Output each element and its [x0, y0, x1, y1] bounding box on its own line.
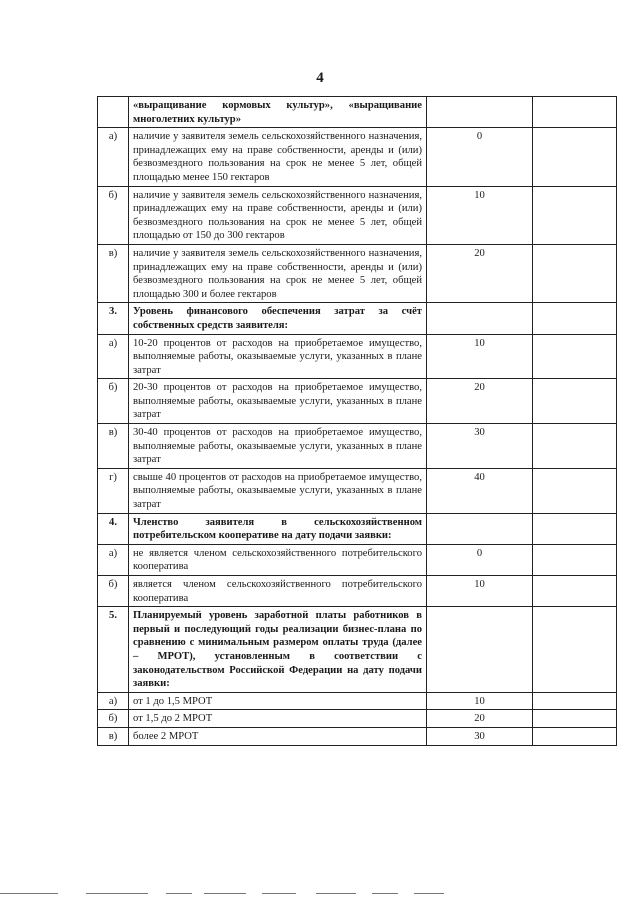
- empty-cell: [533, 576, 617, 607]
- row-number-cell: в): [98, 424, 129, 469]
- criteria-table-body: [98, 97, 617, 746]
- score-cell: [427, 97, 533, 128]
- row-number-cell: б): [98, 186, 129, 244]
- row-number-cell: б): [98, 379, 129, 424]
- row-number-cell: в): [98, 244, 129, 302]
- row-number-cell: б): [98, 576, 129, 607]
- table-row: [98, 710, 617, 728]
- score-cell: 10: [427, 576, 533, 607]
- score-cell: 0: [427, 128, 533, 186]
- row-number-cell: а): [98, 692, 129, 710]
- criterion-text-cell: наличие у заявителя земель сельскохозяйственного назначения, принадлежащих ему на праве собственности, аренды и (или) безвозмездного пользования на срок не менее 5 лет, общей площадью от 150 до 300 гектаров: [129, 186, 427, 244]
- score-cell: [427, 303, 533, 334]
- empty-cell: [533, 244, 617, 302]
- empty-cell: [533, 727, 617, 745]
- score-cell: 20: [427, 379, 533, 424]
- criterion-text-cell: «выращивание кормовых культур», «выращивание многолетних культур»: [129, 97, 427, 128]
- row-number-cell: б): [98, 710, 129, 728]
- table-row: [98, 576, 617, 607]
- row-number-cell: а): [98, 334, 129, 379]
- empty-cell: [533, 379, 617, 424]
- criterion-text-cell: свыше 40 процентов от расходов на приобретаемое имущество, выполняемые работы, оказываемые услуги, указанных в плане затрат: [129, 468, 427, 513]
- row-number-cell: 5.: [98, 607, 129, 693]
- score-cell: 40: [427, 468, 533, 513]
- empty-cell: [533, 692, 617, 710]
- empty-cell: [533, 544, 617, 575]
- empty-cell: [533, 513, 617, 544]
- table-row: [98, 513, 617, 544]
- criterion-text-cell: 20-30 процентов от расходов на приобретаемое имущество, выполняемые работы, оказываемые услуги, указанных в плане затрат: [129, 379, 427, 424]
- criterion-text-cell: Планируемый уровень заработной платы работников в первый и последующий годы реализации бизнес-плана по сравнению с минимальным размером оплаты труда (далее – МРОТ), установленным в соответствии с законодательством Российской Федерации на дату подачи заявки:: [129, 607, 427, 693]
- criteria-table: [97, 96, 617, 746]
- table-row: [98, 186, 617, 244]
- score-cell: 10: [427, 334, 533, 379]
- table-row: [98, 128, 617, 186]
- table-row: [98, 303, 617, 334]
- score-cell: 10: [427, 186, 533, 244]
- criterion-text-cell: наличие у заявителя земель сельскохозяйственного назначения, принадлежащих ему на праве собственности, аренды и (или) безвозмездного пользования на срок не менее 5 лет, общей площадью менее 150 гектаров: [129, 128, 427, 186]
- empty-cell: [533, 334, 617, 379]
- page-number: 4: [316, 70, 324, 86]
- empty-cell: [533, 303, 617, 334]
- empty-cell: [533, 710, 617, 728]
- criterion-text-cell: Уровень финансового обеспечения затрат за счёт собственных средств заявителя:: [129, 303, 427, 334]
- empty-cell: [533, 424, 617, 469]
- criterion-text-cell: Членство заявителя в сельскохозяйственном потребительском кооперативе на дату подачи заявки:: [129, 513, 427, 544]
- empty-cell: [533, 607, 617, 693]
- empty-cell: [533, 468, 617, 513]
- row-number-cell: 4.: [98, 513, 129, 544]
- score-cell: 20: [427, 710, 533, 728]
- table-row: [98, 607, 617, 693]
- score-cell: [427, 513, 533, 544]
- table-row: [98, 244, 617, 302]
- row-number-cell: 3.: [98, 303, 129, 334]
- empty-cell: [533, 128, 617, 186]
- row-number-cell: а): [98, 128, 129, 186]
- criterion-text-cell: от 1,5 до 2 МРОТ: [129, 710, 427, 728]
- empty-cell: [533, 97, 617, 128]
- score-cell: 30: [427, 424, 533, 469]
- table-row: [98, 692, 617, 710]
- criterion-text-cell: более 2 МРОТ: [129, 727, 427, 745]
- table-row: [98, 544, 617, 575]
- table-row: [98, 97, 617, 128]
- row-number-cell: г): [98, 468, 129, 513]
- table-row: [98, 727, 617, 745]
- table-row: [98, 424, 617, 469]
- score-cell: 20: [427, 244, 533, 302]
- criterion-text-cell: является членом сельскохозяйственного потребительского кооператива: [129, 576, 427, 607]
- row-number-cell: в): [98, 727, 129, 745]
- empty-cell: [533, 186, 617, 244]
- row-number-cell: а): [98, 544, 129, 575]
- criterion-text-cell: не является членом сельскохозяйственного потребительского кооператива: [129, 544, 427, 575]
- criterion-text-cell: 10-20 процентов от расходов на приобретаемое имущество, выполняемые работы, оказываемые услуги, указанных в плане затрат: [129, 334, 427, 379]
- score-cell: 0: [427, 544, 533, 575]
- footer-lines: [0, 893, 640, 895]
- table-row: [98, 468, 617, 513]
- row-number-cell: [98, 97, 129, 128]
- score-cell: 10: [427, 692, 533, 710]
- criterion-text-cell: наличие у заявителя земель сельскохозяйственного назначения, принадлежащих ему на праве собственности, аренды и (или) безвозмездного пользования на срок не менее 5 лет, общей площадью 300 и более гектаров: [129, 244, 427, 302]
- criterion-text-cell: от 1 до 1,5 МРОТ: [129, 692, 427, 710]
- table-row: [98, 379, 617, 424]
- score-cell: 30: [427, 727, 533, 745]
- score-cell: [427, 607, 533, 693]
- criterion-text-cell: 30-40 процентов от расходов на приобретаемое имущество, выполняемые работы, оказываемые услуги, указанных в плане затрат: [129, 424, 427, 469]
- table-row: [98, 334, 617, 379]
